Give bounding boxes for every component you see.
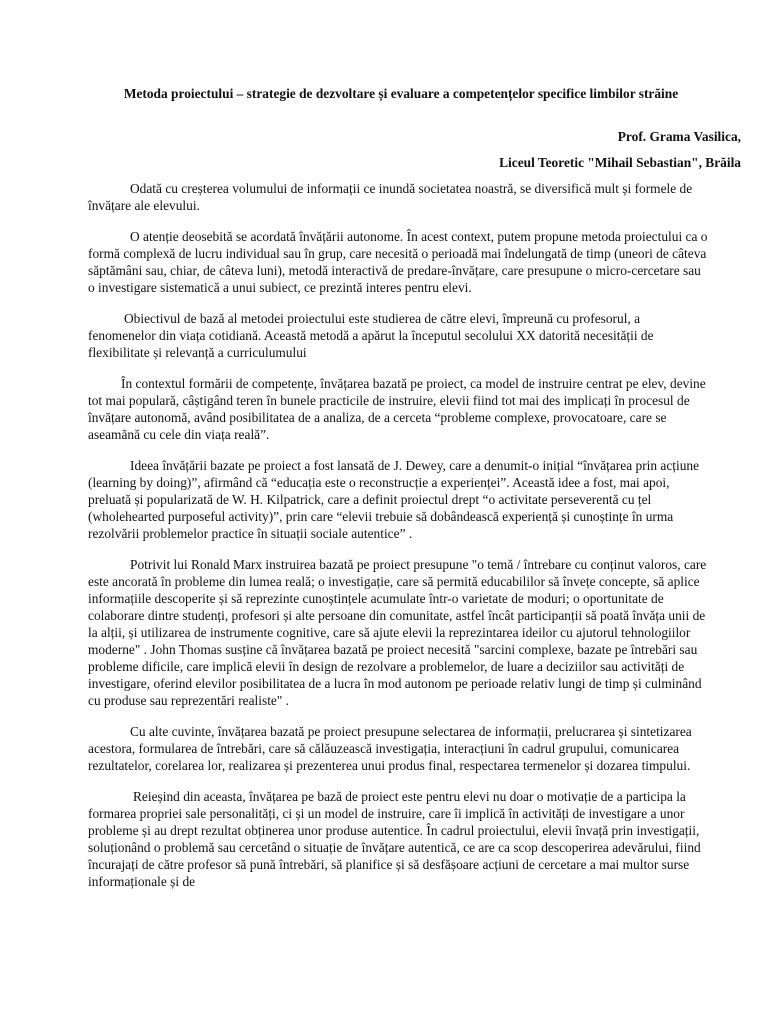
school-name: Liceul Teoretic "Mihail Sebastian", Brăila	[499, 155, 741, 170]
document-body	[88, 180, 708, 904]
paragraph-4: În contextul formării de competențe, învățarea bazată pe proiect, ca model de instruire centrat pe elev, devine tot mai populară, câștigând teren în bunele practicile de instruire, elevii fiind tot mai des implicați în procesul de învățare autonomă, având posibilitatea de a analiza, de a cerceta “probleme complexe, provocatoare, care se aseamănă cu cele din viața reală”.	[88, 376, 706, 442]
document-title: Metoda proiectului – strategie de dezvoltare și evaluare a competențelor specifice limbilor străine	[123, 86, 679, 101]
paragraph-6: Potrivit lui Ronald Marx instruirea bazată pe proiect presupune "o temă / întrebare cu conținut valoros, care este ancorată în probleme din lumea reală; o investigație, care să permită educabililor să învețe concepte, să aplice informațiile descoperite și să reprezinte cunoștințele acumulate într-o varietate de moduri; o oportunitate de colaborare dintre studenți, profesori și alte persoane din comunitate, astfel încât participanții să poată învăța unii de la alții, și utilizarea de instrumente cognitive, care să ajute elevii la reprezintarea ideilor cu ajutorul tehnologiilor moderne" . John Thomas susține că învățarea bazată pe proiect necesită "sarcini complexe, bazate pe întrebări sau probleme dificile, care implică elevii în design de rezolvare a problemelor, de luare a deciziilor sau activități de investigare, oferind elevilor posibilitatea de a lucra în mod autonom pe perioade relativ lungi de timp și culminând cu produse sau reprezentări realiste" .	[88, 557, 707, 708]
paragraph-1: Odată cu creșterea volumului de informații ce inundă societatea noastră, se diversifică mult și formele de învățare ale elevului.	[88, 181, 693, 213]
paragraph-3: Obiectivul de bază al metodei proiectului este studierea de către elevi, împreună cu profesorul, a fenomenelor din viața cotidiană. Această metodă a apărut la începutul secolului XX datorită necesității de flexibilitate și relevanță a curriculumului	[88, 311, 654, 360]
paragraph-5: Ideea învățării bazate pe proiect a fost lansată de J. Dewey, care a denumit-o inițial “învățarea prin acțiune (learning by doing)”, afirmând că “educația este o reconstrucție a experienței”. Această idee a fost, mai apoi, preluată și popularizată de W. H. Kilpatrick, care a definit proiectul drept “o activitate perseverentă cu țel (wholehearted purposeful activity)”, prin care “elevii trebuie să dobândească experiență și cunoștințe în urma rezolvării problemelor practice în situații sociale autentice” .	[88, 458, 700, 541]
paragraph-8: Reieșind din aceasta, învățarea pe bază de proiect este pentru elevi nu doar o motivație de a participa la formarea propriei sale personalități, ci și un model de instruire, care îi implică în activități de investigare a unor probleme și au drept rezultat obținerea unor produse autentice. În cadrul proiectului, elevii învață prin investigații, soluționând o problemă sau cercetând o situație de învățare autentică, ce are ca scop descoperirea adevărului, fiind încurajați de către profesor să pună întrebări, să planifice și să desfășoare acțiuni de cercetare a mai multor surse informaționale și de	[88, 789, 701, 889]
paragraph-7: Cu alte cuvinte, învățarea bazată pe proiect presupune selectarea de informații, prelucrarea și sintetizarea acestora, formularea de întrebări, care să călăuzească investigația, interacțiuni în cadrul grupului, comunicarea rezultatelor, corelarea lor, realizarea și prezenterea unui produs final, respectarea termenelor și dozarea timpului.	[88, 724, 692, 773]
paragraph-2: O atenție deosebită se acordată învățării autonome. În acest context, putem propune metoda proiectului ca o formă complexă de lucru individual sau în grup, care necesită o perioadă mai îndelungată de timp (uneori de câteva săptămâni sau, chiar, de câteva luni), metodă interactivă de predare-învățare, care presupune o micro-cercetare sau o investigare sistematică a unui subiect, ce prezintă interes pentru elevi.	[88, 229, 708, 295]
author-name: Prof. Grama Vasilica,	[617, 129, 741, 144]
